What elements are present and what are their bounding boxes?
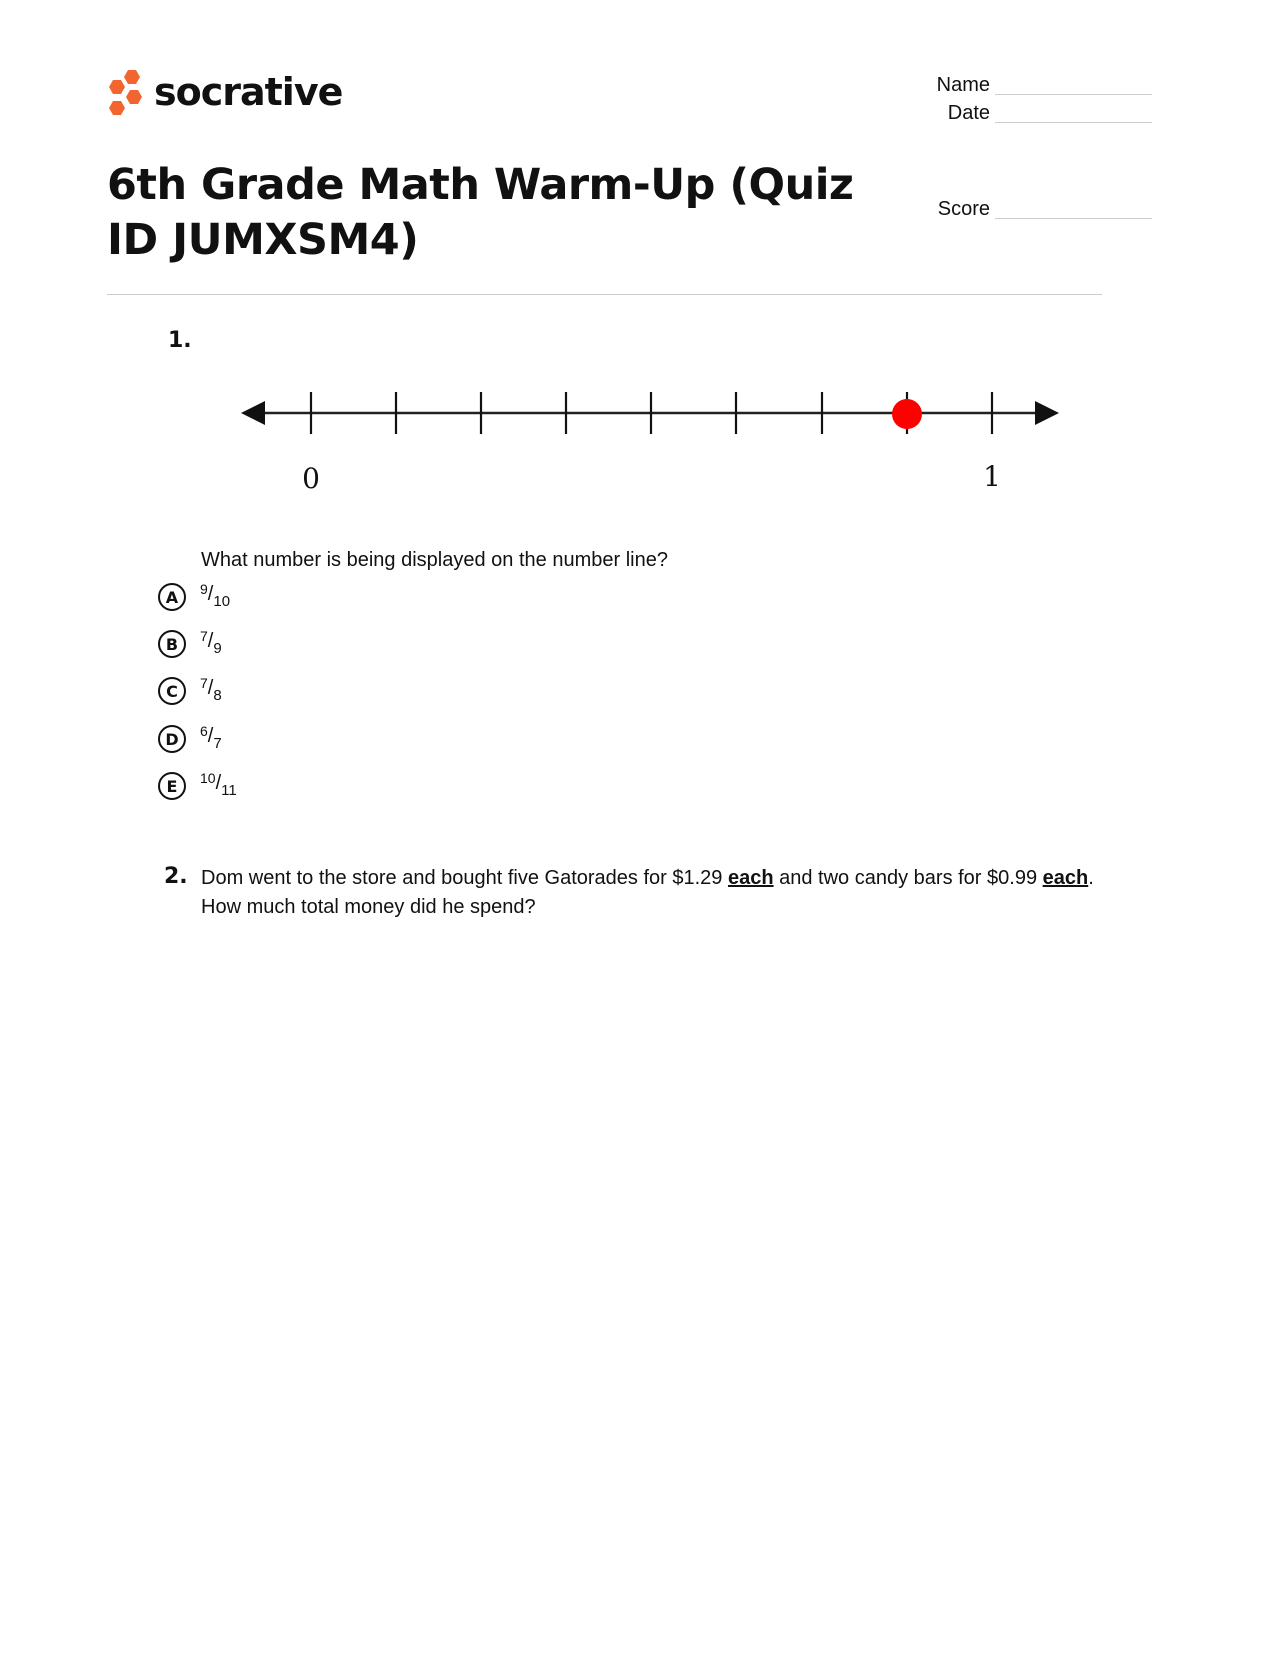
answer-bubble-a[interactable]: A (158, 583, 186, 611)
q2-emphasis-each-2: each (1042, 867, 1089, 889)
option-a-value: $^9/_{10}$ (200, 581, 231, 610)
option-e[interactable] (158, 772, 237, 808)
number-line-svg (235, 380, 1065, 500)
question-1-prompt: What number is being displayed on the number line? (201, 549, 668, 571)
question-1-number: 1. (168, 328, 192, 353)
option-d-value: $^6/_7$ (200, 723, 222, 752)
option-e-value: $^{10}/_{11}$ (200, 770, 237, 799)
number-line-figure (235, 380, 1065, 505)
label-zero: 0 (302, 462, 320, 495)
right-arrow-icon (1035, 401, 1059, 425)
q2-text-1: Dom went to the store and bought five Gatorades for $1.29 (201, 867, 728, 889)
q2-text-3: . How much total money did he spend? (201, 867, 1094, 918)
q2-emphasis-each-1: each (727, 867, 774, 889)
question-2-prompt (201, 864, 1101, 922)
option-a[interactable] (158, 583, 230, 619)
marked-point (892, 399, 922, 429)
answer-bubble-c[interactable]: C (158, 677, 186, 705)
label-one: 1 (983, 460, 1001, 493)
brand-name: socrative (154, 70, 343, 114)
date-label: Date (947, 102, 990, 124)
answer-bubble-b[interactable]: B (158, 630, 186, 658)
header-divider (107, 294, 1102, 295)
question-2-number: 2. (164, 864, 188, 889)
answer-bubble-e[interactable]: E (158, 772, 186, 800)
name-field[interactable] (860, 74, 1160, 100)
socrative-logo-icon (107, 70, 145, 118)
option-b[interactable] (158, 630, 222, 666)
quiz-title: 6th Grade Math Warm-Up (Quiz ID JUMXSM4) (107, 160, 854, 265)
name-label: Name (936, 74, 990, 96)
score-label: Score (937, 198, 990, 220)
logo (107, 70, 342, 118)
score-line[interactable] (995, 218, 1152, 219)
date-line[interactable] (995, 122, 1152, 123)
left-arrow-icon (241, 401, 265, 425)
option-c[interactable] (158, 677, 222, 713)
answer-bubble-d[interactable]: D (158, 725, 186, 753)
option-d[interactable] (158, 725, 222, 761)
option-c-value: $^7/_8$ (200, 675, 222, 704)
name-line[interactable] (995, 94, 1152, 95)
date-field[interactable] (860, 102, 1160, 128)
option-b-value: $^7/_9$ (200, 628, 222, 657)
score-field[interactable] (860, 198, 1160, 224)
q2-text-2: and two candy bars for $0.99 (773, 867, 1043, 889)
